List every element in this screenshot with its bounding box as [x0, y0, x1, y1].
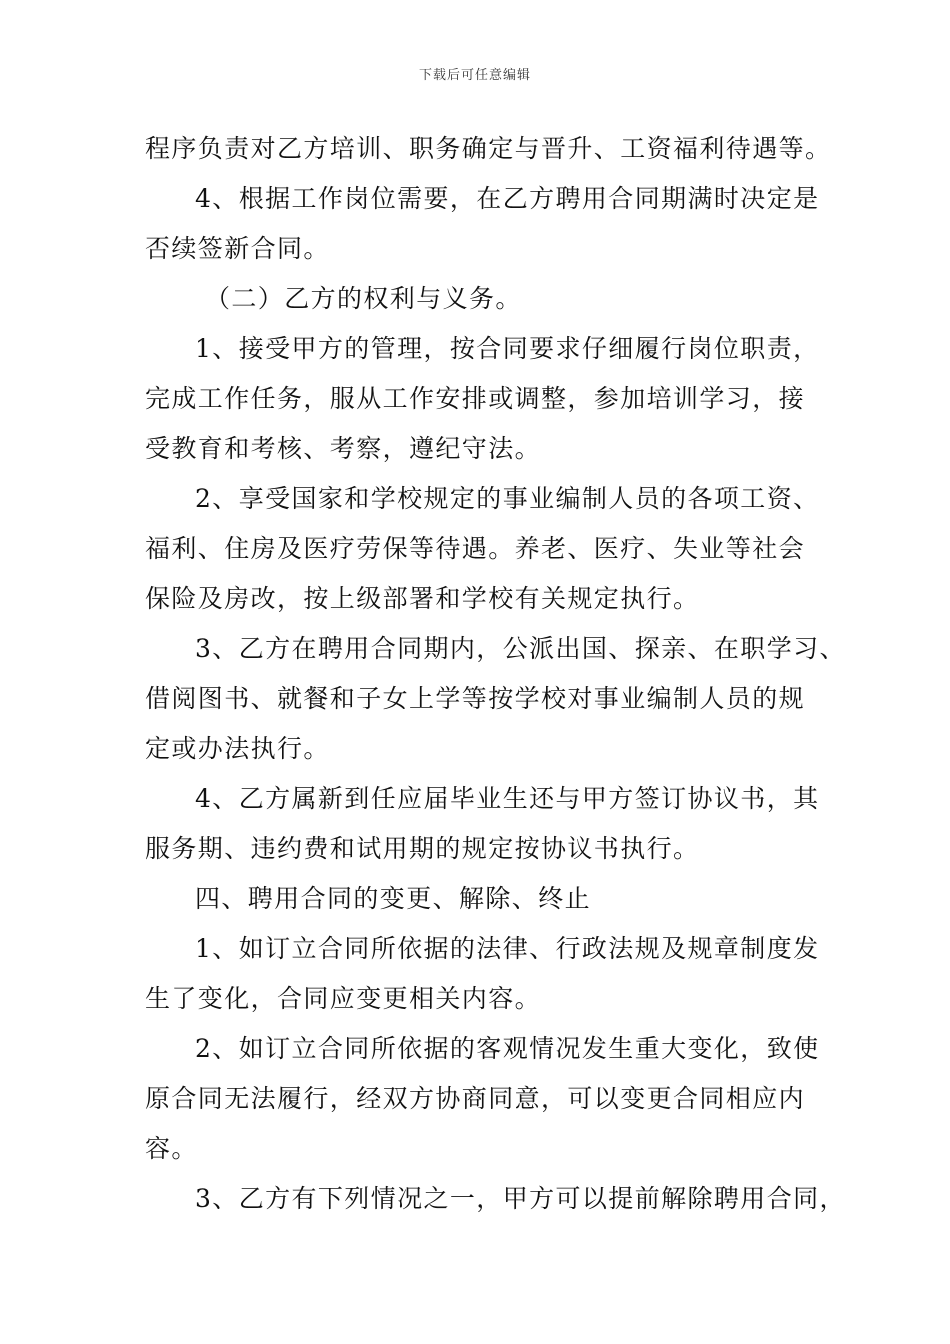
text-line: 2、如订立合同所依据的客观情况发生重大变化，致使 [195, 1034, 820, 1063]
text-line: 否续签新合同。 [145, 234, 330, 263]
text-line: 3、乙方在聘用合同期内，公派出国、探亲、在职学习、 [195, 634, 846, 663]
text-line: 3、乙方有下列情况之一，甲方可以提前解除聘用合同， [195, 1184, 846, 1213]
text-line: 借阅图书、就餐和子女上学等按学校对事业编制人员的规 [145, 684, 806, 713]
section-heading: 四、聘用合同的变更、解除、终止 [195, 884, 592, 913]
text-line: 4、根据工作岗位需要，在乙方聘用合同期满时决定是 [195, 184, 820, 213]
text-line: 完成工作任务，服从工作安排或调整，参加培训学习，接 [145, 384, 806, 413]
text-line: 定或办法执行。 [145, 734, 330, 763]
text-line: 2、享受国家和学校规定的事业编制人员的各项工资、 [195, 484, 820, 513]
text-line: 程序负责对乙方培训、职务确定与晋升、工资福利待遇等。 [145, 134, 832, 163]
text-line: 受教育和考核、考察，遵纪守法。 [145, 434, 542, 463]
text-line: 原合同无法履行，经双方协商同意，可以变更合同相应内 [145, 1084, 806, 1113]
text-line: 1、接受甲方的管理，按合同要求仔细履行岗位职责， [195, 334, 820, 363]
text-line: 生了变化，合同应变更相关内容。 [145, 984, 542, 1013]
page-header: 下载后可任意编辑 [418, 68, 531, 83]
section-heading: （二）乙方的权利与义务。 [205, 284, 522, 313]
text-line: 1、如订立合同所依据的法律、行政法规及规章制度发 [195, 934, 820, 963]
text-line: 保险及房改，按上级部署和学校有关规定执行。 [145, 584, 700, 613]
text-line: 容。 [145, 1134, 198, 1163]
text-line: 福利、住房及医疗劳保等待遇。养老、医疗、失业等社会 [145, 534, 806, 563]
text-line: 4、乙方属新到任应届毕业生还与甲方签订协议书，其 [195, 784, 820, 813]
document-body [145, 124, 846, 1224]
text-line: 服务期、违约费和试用期的规定按协议书执行。 [145, 834, 700, 863]
